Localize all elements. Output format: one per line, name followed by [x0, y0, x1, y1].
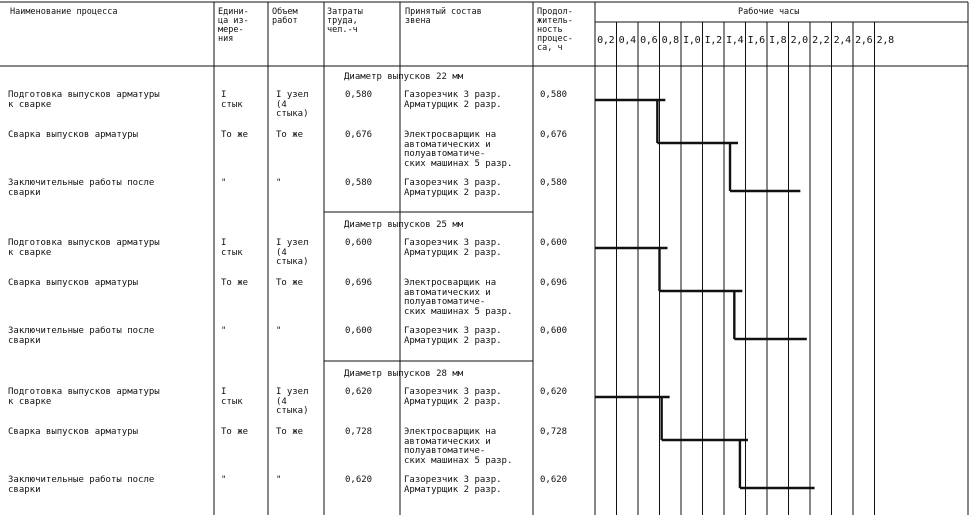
row-duration: 0,620: [540, 387, 568, 397]
header-labor: Затраты труда, чел.-ч: [327, 7, 363, 35]
section-title: Диаметр выпусков 28 мм: [344, 369, 464, 379]
row-duration: 0,728: [540, 427, 568, 437]
hour-tick-label: 2,6: [855, 35, 873, 46]
row-process-name: Заключительные работы после сварки: [8, 178, 155, 198]
hour-tick-label: 0,4: [618, 35, 636, 46]
row-unit: ": [221, 475, 227, 485]
row-volume: То же: [276, 130, 304, 140]
header-volume: Объем работ: [272, 7, 298, 26]
hour-tick-label: 0,6: [640, 35, 658, 46]
row-crew: Газорезчик 3 разр. Арматурщик 2 разр.: [404, 326, 502, 346]
row-duration: 0,676: [540, 130, 568, 140]
row-crew: Электросварщик на автоматических и полуавтоматиче- ских машинах 5 разр.: [404, 130, 513, 169]
row-process-name: Заключительные работы после сварки: [8, 475, 155, 495]
row-labor: 0,696: [345, 278, 373, 288]
row-crew: Электросварщик на автоматических и полуавтоматиче- ских машинах 5 разр.: [404, 427, 513, 466]
section-title: Диаметр выпусков 22 мм: [344, 72, 464, 82]
row-duration: 0,580: [540, 178, 568, 188]
row-duration: 0,580: [540, 90, 568, 100]
row-duration: 0,620: [540, 475, 568, 485]
row-unit: То же: [221, 427, 249, 437]
row-duration: 0,600: [540, 238, 568, 248]
row-process-name: Сварка выпусков арматуры: [8, 427, 139, 437]
row-process-name: Подготовка выпусков арматуры к сварке: [8, 238, 160, 258]
hour-tick-label: 0,2: [597, 35, 615, 46]
hour-tick-label: I,2: [704, 35, 722, 46]
row-volume: ": [276, 475, 282, 485]
hour-tick-label: I,0: [683, 35, 701, 46]
row-labor: 0,580: [345, 90, 373, 100]
row-volume: ": [276, 178, 282, 188]
row-crew: Электросварщик на автоматических и полуавтоматиче- ских машинах 5 разр.: [404, 278, 513, 317]
row-volume: I узел (4 стыка): [276, 387, 309, 416]
row-unit: I стык: [221, 238, 243, 258]
row-labor: 0,620: [345, 387, 373, 397]
row-process-name: Сварка выпусков арматуры: [8, 278, 139, 288]
row-duration: 0,600: [540, 326, 568, 336]
row-unit: ": [221, 326, 227, 336]
hour-tick-label: I,6: [747, 35, 765, 46]
row-process-name: Сварка выпусков арматуры: [8, 130, 139, 140]
row-labor: 0,580: [345, 178, 373, 188]
row-crew: Газорезчик 3 разр. Арматурщик 2 разр.: [404, 475, 502, 495]
row-volume: ": [276, 326, 282, 336]
header-duration: Продол- житель- ность процес- са, ч: [537, 7, 573, 53]
hour-tick-label: 2,2: [812, 35, 830, 46]
row-duration: 0,696: [540, 278, 568, 288]
row-process-name: Подготовка выпусков арматуры к сварке: [8, 90, 160, 110]
row-unit: I стык: [221, 387, 243, 407]
row-unit: I стык: [221, 90, 243, 110]
row-crew: Газорезчик 3 разр. Арматурщик 2 разр.: [404, 387, 502, 407]
row-unit: То же: [221, 130, 249, 140]
row-labor: 0,676: [345, 130, 373, 140]
row-crew: Газорезчик 3 разр. Арматурщик 2 разр.: [404, 90, 502, 110]
hour-tick-label: 2,4: [833, 35, 851, 46]
row-volume: То же: [276, 278, 304, 288]
row-volume: I узел (4 стыка): [276, 90, 309, 119]
row-unit: ": [221, 178, 227, 188]
hour-tick-label: 2,8: [876, 35, 894, 46]
row-volume: То же: [276, 427, 304, 437]
header-process-name: Наименование процесса: [10, 7, 118, 17]
hour-tick-label: I,8: [769, 35, 787, 46]
header-crew: Принятый состав звена: [405, 7, 482, 26]
section-title: Диаметр выпусков 25 мм: [344, 220, 464, 230]
header-unit: Едини- ца из- мере- ния: [218, 7, 249, 44]
row-crew: Газорезчик 3 разр. Арматурщик 2 разр.: [404, 238, 502, 258]
hour-tick-label: 2,0: [790, 35, 808, 46]
hour-tick-label: 0,8: [661, 35, 679, 46]
row-unit: То же: [221, 278, 249, 288]
row-process-name: Заключительные работы после сварки: [8, 326, 155, 346]
row-volume: I узел (4 стыка): [276, 238, 309, 267]
row-labor: 0,600: [345, 326, 373, 336]
row-process-name: Подготовка выпусков арматуры к сварке: [8, 387, 160, 407]
header-working-hours: Рабочие часы: [738, 7, 800, 17]
row-crew: Газорезчик 3 разр. Арматурщик 2 разр.: [404, 178, 502, 198]
row-labor: 0,620: [345, 475, 373, 485]
hour-tick-label: I,4: [726, 35, 744, 46]
row-labor: 0,600: [345, 238, 373, 248]
row-labor: 0,728: [345, 427, 373, 437]
